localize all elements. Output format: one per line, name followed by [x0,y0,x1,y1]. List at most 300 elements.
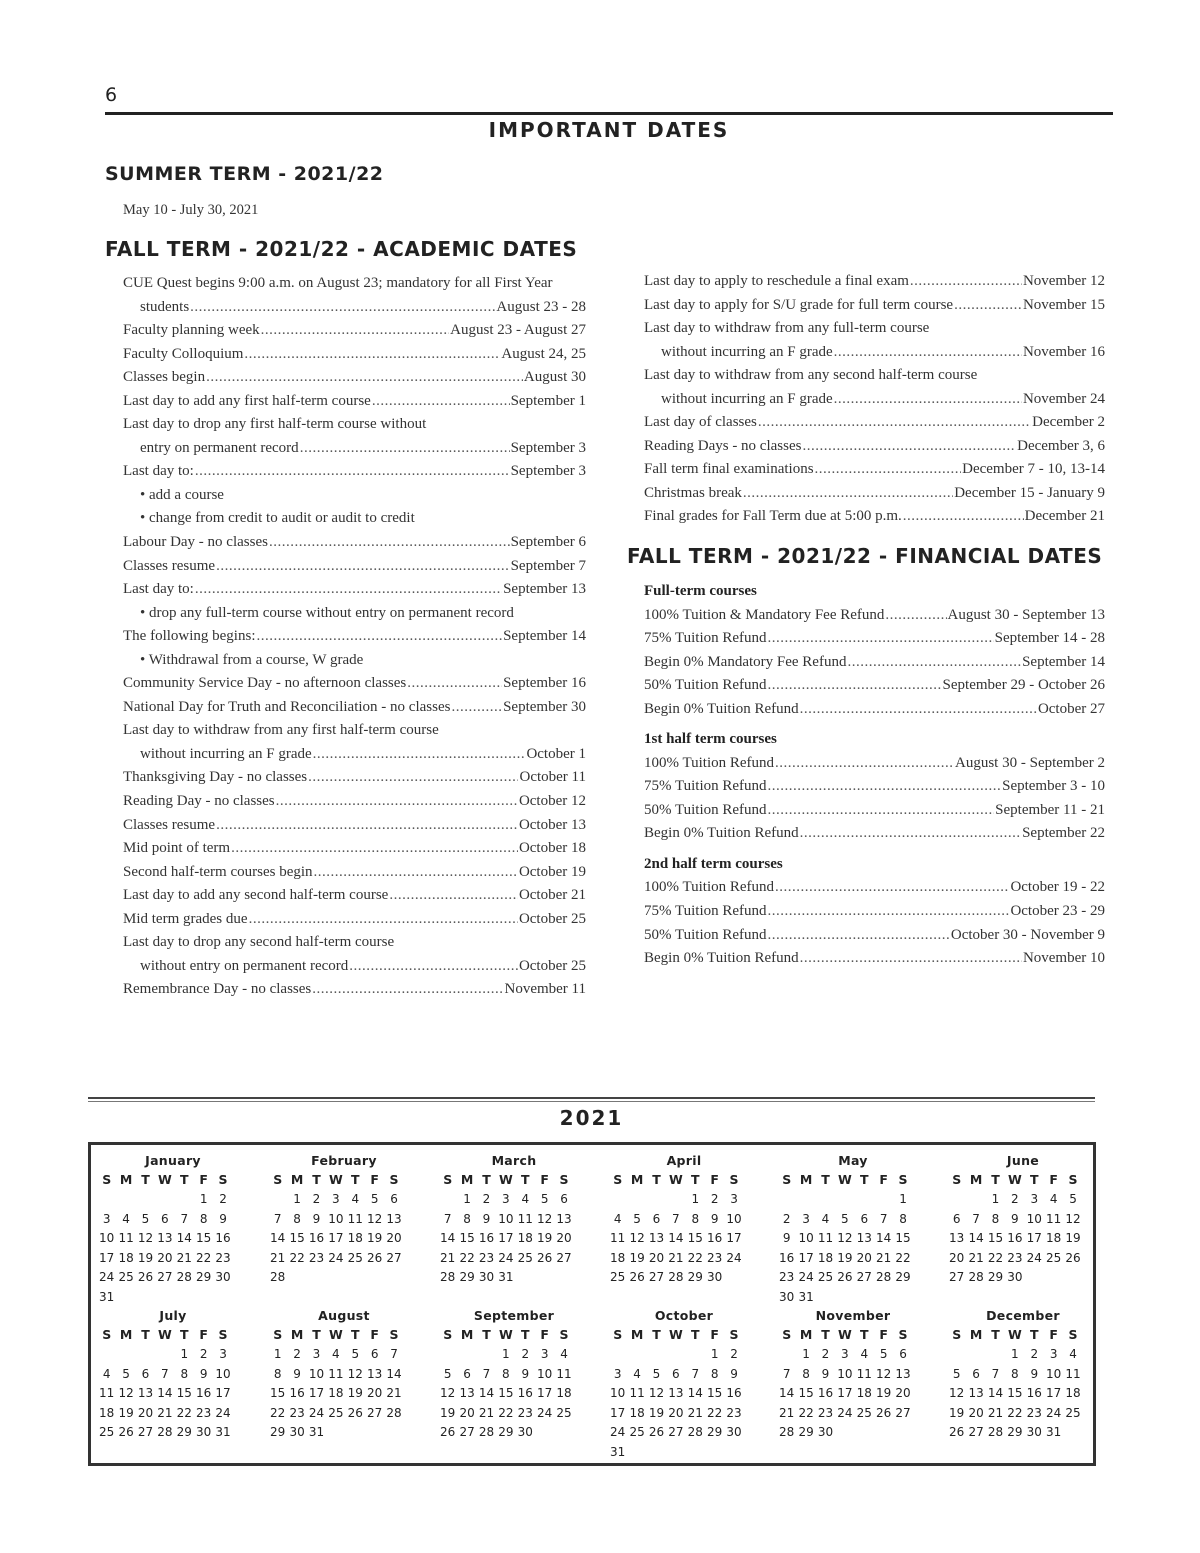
weekday-header: S [273,1327,283,1342]
calendar-day: 16 [215,1231,231,1246]
group-spacer [644,721,1105,728]
calendar-day: 29 [176,1425,192,1440]
calendar-day: 19 [648,1405,665,1420]
calendar-day: 17 [726,1231,742,1246]
calendar-day: 14 [478,1386,495,1401]
calendar-day: 18 [817,1250,834,1265]
date-entry [644,752,1105,776]
calendar-day: 29 [270,1425,286,1440]
weekday-header: S [559,1172,569,1187]
empty-day [686,1345,705,1365]
calendar-day: 13 [367,1366,383,1381]
calendar-day: 7 [161,1366,169,1381]
calendar-day: 19 [1065,1231,1081,1246]
weekday-header: F [370,1172,379,1187]
empty-day [136,1345,155,1365]
group-spacer [644,846,1105,853]
calendar-day: 30 [215,1270,231,1285]
entry-label: Last day to add any first half-term course [123,392,371,409]
entry-label: Reading Days - no classes [644,437,802,454]
bullet-item [123,602,586,626]
entry-label: National Day for Truth and Reconciliation - no classes [123,698,451,715]
entry-label: 50% Tuition Refund [644,677,767,694]
calendar-day: 20 [949,1250,965,1265]
calendar-day: 11 [1065,1366,1081,1381]
calendar-day: 19 [837,1250,853,1265]
weekday-header: S [782,1172,792,1187]
weekday-header: T [350,1172,360,1187]
dot-leader [195,460,510,484]
date-entry [644,411,1105,435]
calendar-day: 4 [351,1192,360,1206]
date-entry [123,296,586,320]
calendar-day: 11 [610,1231,626,1246]
date-entry [123,719,586,743]
empty-day [777,1345,796,1365]
entry-date: October 11 [519,769,586,786]
financial-group-rows [644,604,1105,722]
calendar-day: 17 [610,1405,626,1420]
weekday-header: T [690,1172,700,1187]
calendar-day: 3 [802,1211,810,1226]
calendar-day: 19 [949,1405,965,1420]
calendar-day: 25 [118,1270,134,1285]
calendar-day: 26 [118,1425,134,1440]
calendar-day: 25 [1046,1250,1062,1265]
calendar-day: 2 [312,1192,321,1206]
dot-leader [206,366,523,390]
calendar-day: 2 [1030,1347,1039,1361]
calendar-day: 15 [798,1386,814,1401]
calendar-day: 5 [122,1366,130,1381]
calendar-day: 26 [1065,1250,1081,1265]
calendar-year-title: 2021 [559,1106,624,1130]
empty-day [947,1345,966,1365]
calendar-day: 9 [199,1366,208,1381]
calendar-day: 24 [837,1405,853,1420]
calendar-day: 3 [613,1366,622,1381]
calendar-day: 3 [1049,1347,1058,1361]
entry-date: December 15 - January 9 [954,484,1105,501]
empty-day [438,1190,457,1210]
dot-leader [800,698,1037,722]
entry-label: Classes resume [123,557,216,574]
calendar-day: 10 [610,1386,626,1401]
dot-leader [313,743,526,767]
dot-leader [743,482,953,506]
calendar-day: 5 [351,1347,360,1361]
calendar-day: 7 [782,1366,791,1381]
month-name: October [654,1308,714,1323]
calendar-day: 23 [308,1250,325,1265]
empty-day [666,1190,685,1210]
entry-label: Thanksgiving Day - no classes [123,769,308,786]
bullet-item [123,649,586,673]
calendar-day: 5 [841,1211,849,1226]
calendar-day: 20 [386,1231,402,1246]
fall-academic-heading: FALL TERM - 2021/22 - ACADEMIC DATES [105,237,578,261]
calendar-rule-top [88,1097,1095,1099]
weekday-header: T [652,1172,661,1187]
entry-label: entry on permanent record [140,439,299,456]
entry-date: October 21 [518,887,586,904]
calendar-day: 10 [1046,1366,1062,1381]
calendar-day: 13 [895,1366,911,1381]
entry-label: Last day to withdraw from any second half-term course [644,367,978,384]
calendar-day: 26 [949,1425,965,1440]
calendar-day: 24 [498,1250,514,1265]
dot-leader [775,876,1009,900]
calendar-day: 30 [478,1270,495,1285]
weekday-header: W [1007,1327,1022,1342]
calendar-day: 19 [876,1386,892,1401]
calendar-rule-bottom [88,1101,1095,1102]
weekday-header: T [312,1172,321,1187]
weekday-header: T [991,1172,1000,1187]
calendar-day: 22 [176,1405,192,1420]
calendar-day: 21 [687,1405,703,1420]
calendar-day: 20 [968,1405,984,1420]
date-entry [123,578,586,602]
calendar-day: 24 [537,1405,553,1420]
month-grid [438,1170,590,1288]
month-name: September [473,1308,555,1323]
calendar-day: 5 [652,1366,661,1381]
weekday-header: T [991,1327,1000,1342]
weekday-header: W [328,1172,343,1187]
calendar-day: 21 [386,1386,402,1401]
date-entry [123,884,586,908]
calendar-day: 6 [952,1211,961,1226]
calendar-day: 30 [289,1425,305,1440]
calendar-day: 3 [219,1347,227,1361]
weekday-header: S [102,1172,112,1187]
month-name: December [986,1308,1060,1323]
entry-date: November 12 [1022,273,1105,289]
dot-leader [903,505,1024,529]
entry-date: December 3, 6 [1017,437,1105,454]
calendar-day: 20 [856,1250,872,1265]
calendar-day: 29 [687,1270,703,1285]
calendar-day: 7 [972,1211,980,1226]
entry-label: 75% Tuition Refund [644,630,767,647]
date-entry [644,924,1105,948]
calendar-day: 30 [817,1425,834,1440]
calendar-day: 25 [99,1425,115,1440]
weekday-header: F [540,1172,549,1187]
calendar-day: 4 [122,1211,130,1226]
weekday-header: M [460,1327,474,1342]
weekday-header: W [837,1327,852,1342]
calendar-day: 25 [817,1270,834,1285]
calendar-day: 26 [629,1270,645,1285]
weekday-header: F [1049,1327,1058,1342]
empty-day [627,1345,646,1365]
weekday-header: M [460,1172,474,1187]
calendar-day: 2 [293,1347,301,1361]
weekday-header: S [613,1172,623,1187]
weekday-header: F [710,1327,719,1342]
calendar-day: 24 [798,1270,814,1285]
calendar-day: 15 [196,1231,212,1246]
calendar-day: 1 [1011,1347,1019,1361]
calendar-day: 3 [312,1347,321,1361]
calendar-day: 19 [440,1405,456,1420]
calendar-day: 13 [949,1231,965,1246]
date-entry [644,799,1105,823]
calendar-day: 8 [899,1211,907,1226]
calendar-day: 7 [691,1366,700,1381]
weekday-header: S [1068,1327,1078,1342]
entry-label: without incurring an F grade [140,745,312,762]
calendar-day: 23 [517,1405,533,1420]
month-grid [438,1325,590,1443]
calendar-day: 1 [273,1347,282,1361]
calendar-day: 28 [176,1270,192,1285]
calendar-day: 20 [556,1231,572,1246]
calendar-day: 26 [367,1250,383,1265]
calendar-day: 21 [157,1405,173,1420]
dot-leader [216,814,518,838]
date-entry [123,861,586,885]
calendar-day: 11 [328,1366,344,1381]
calendar-day: 18 [347,1231,363,1246]
calendar-day: 30 [1007,1270,1023,1285]
empty-day [268,1190,287,1210]
dot-leader [768,674,942,698]
calendar-day: 30 [726,1425,742,1440]
calendar-day: 6 [141,1366,150,1381]
weekday-header: S [389,1172,399,1187]
weekday-header: T [652,1327,661,1342]
calendar-day: 8 [710,1366,719,1381]
weekday-header: T [1029,1172,1039,1187]
weekday-header: S [952,1172,962,1187]
dot-leader [407,672,502,696]
calendar-day: 23 [215,1250,231,1265]
calendar-day: 17 [328,1231,344,1246]
calendar-day: 9 [521,1366,530,1381]
calendar-day: 22 [196,1250,212,1265]
calendar-day: 8 [293,1211,301,1226]
calendar-day: 14 [157,1386,173,1401]
entry-date: October 19 [518,863,586,880]
calendar-day: 24 [1026,1250,1042,1265]
calendar-day: 16 [478,1231,495,1246]
calendar-day: 18 [328,1386,344,1401]
weekday-header: T [482,1327,491,1342]
month-name: February [311,1153,377,1168]
entry-label: Last day to withdraw from any full-term course [644,320,930,337]
calendar-day: 29 [987,1270,1004,1285]
date-entry [644,876,1105,900]
weekday-header: M [119,1327,133,1342]
calendar-month-august [268,1306,420,1443]
calendar-day: 1 [463,1192,471,1206]
entry-label: Begin 0% Tuition Refund [644,825,799,842]
date-entry [644,435,1105,459]
empty-day [116,1345,135,1365]
calendar-day: 10 [726,1211,742,1226]
calendar-day: 12 [347,1366,363,1381]
calendar-day: 25 [556,1405,572,1420]
entry-date: October 19 - 22 [1010,879,1105,896]
entry-date: October 30 - November 9 [950,926,1105,943]
weekday-header: M [969,1327,983,1342]
calendar-day: 11 [629,1386,645,1401]
dot-leader [834,341,1022,365]
empty-day [136,1190,155,1210]
month-grid [97,1170,249,1308]
dot-leader [802,435,1016,459]
weekday-header: S [389,1327,399,1342]
calendar-day: 16 [726,1386,742,1401]
calendar-day: 5 [540,1192,549,1206]
entry-date: September 6 [510,534,586,551]
calendar-day: 4 [332,1347,340,1361]
entry-label: without incurring an F grade [661,343,833,360]
weekday-header: T [520,1172,530,1187]
empty-day [835,1190,854,1210]
calendar-day: 24 [308,1405,325,1420]
calendar-day: 12 [440,1386,456,1401]
entry-label: 75% Tuition Refund [644,778,767,795]
calendar-day: 27 [895,1405,911,1420]
calendar-day: 4 [102,1366,111,1381]
date-entry [123,790,586,814]
calendar-day: 13 [856,1231,872,1246]
calendar-day: 27 [157,1270,173,1285]
dot-leader [768,900,1010,924]
weekday-header: S [613,1327,623,1342]
calendar-day: 12 [1065,1211,1081,1226]
calendar-day: 12 [537,1211,553,1226]
calendar-day: 5 [879,1347,888,1361]
calendar-month-october [608,1306,760,1463]
dot-leader [768,627,994,651]
date-entry [644,317,1105,341]
calendar-day: 9 [482,1211,491,1226]
entry-label: • drop any full-term course without entry on permanent record [140,604,514,621]
weekday-header: W [837,1172,852,1187]
calendar-day: 12 [137,1231,154,1246]
entry-label: Begin 0% Tuition Refund [644,700,799,717]
weekday-header: S [782,1327,792,1342]
calendar-day: 12 [876,1366,892,1381]
entry-label: Faculty Colloquium [123,345,244,362]
weekday-header: S [898,1327,908,1342]
calendar-day: 1 [180,1347,189,1361]
empty-day [855,1190,874,1210]
calendar-day: 5 [1069,1192,1077,1206]
calendar-day: 12 [118,1386,134,1401]
calendar-day: 13 [668,1386,684,1401]
calendar-day: 1 [691,1192,700,1206]
weekday-header: T [690,1327,700,1342]
calendar-day: 18 [118,1250,134,1265]
calendar-day: 6 [972,1366,980,1381]
calendar-day: 15 [270,1386,286,1401]
calendar-day: 27 [668,1425,684,1440]
calendar-day: 23 [1007,1250,1023,1265]
entry-label: 100% Tuition Refund [644,879,775,896]
calendar-day: 30 [517,1425,533,1440]
calendar-day: 2 [1011,1192,1019,1206]
calendar-day: 7 [273,1211,282,1226]
empty-day [647,1190,666,1210]
date-entry [123,531,586,555]
weekday-header: T [859,1327,869,1342]
calendar-day: 20 [157,1250,173,1265]
calendar-day: 22 [987,1250,1004,1265]
calendar-day: 8 [502,1366,510,1381]
entry-label: Community Service Day - no afternoon classes [123,675,407,692]
dot-leader [451,696,502,720]
calendar-day: 17 [837,1386,853,1401]
dot-leader [847,651,1021,675]
summer-term-heading: SUMMER TERM - 2021/22 [105,163,384,185]
dot-leader [775,752,954,776]
calendar-day: 17 [798,1250,814,1265]
dot-leader [349,955,518,979]
calendar-day: 24 [215,1405,231,1420]
calendar-day: 29 [707,1425,723,1440]
calendar-day: 10 [99,1231,115,1246]
calendar-month-february [268,1151,420,1288]
calendar-day: 24 [99,1270,115,1285]
entry-date: September 29 - October 26 [942,677,1105,694]
entry-label: CUE Quest begins 9:00 a.m. on August 23; mandatory for all First Year [123,275,553,291]
date-entry [123,390,586,414]
weekday-header: W [328,1327,343,1342]
entry-label: Second half-term courses begin [123,863,313,880]
calendar-day: 28 [876,1270,892,1285]
entry-label: Begin 0% Mandatory Fee Refund [644,653,847,670]
dot-leader [308,766,518,790]
empty-day [477,1345,496,1365]
calendar-day: 4 [613,1211,622,1226]
date-entry [123,413,586,437]
calendar-day: 21 [270,1250,286,1265]
calendar-day: 10 [798,1231,814,1246]
month-grid [608,1325,760,1463]
calendar-day: 17 [308,1386,325,1401]
calendar-day: 28 [668,1270,684,1285]
calendar-day: 28 [779,1425,795,1440]
calendar-day: 8 [463,1211,471,1226]
date-entry [123,814,586,838]
month-grid [608,1170,760,1288]
bullet-item [123,484,586,508]
entry-date: December 7 - 10, 13-14 [962,461,1105,478]
entry-label: • Withdrawal from a course, W grade [140,651,364,668]
entry-date: September 3 - 10 [1002,778,1105,795]
financial-group-rows [644,752,1105,846]
calendar-day: 6 [463,1366,471,1381]
calendar-day: 16 [707,1231,723,1246]
weekday-header: S [102,1327,112,1342]
entry-label: The following begins: [123,628,256,645]
calendar-day: 27 [386,1250,402,1265]
calendar-day: 17 [99,1250,115,1265]
calendar-day: 8 [273,1366,282,1381]
empty-day [874,1190,893,1210]
weekday-header: T [1029,1327,1039,1342]
calendar-day: 27 [556,1250,572,1265]
calendar-day: 30 [707,1270,723,1285]
entry-date: September 3 [510,463,586,480]
calendar-day: 6 [390,1192,398,1206]
